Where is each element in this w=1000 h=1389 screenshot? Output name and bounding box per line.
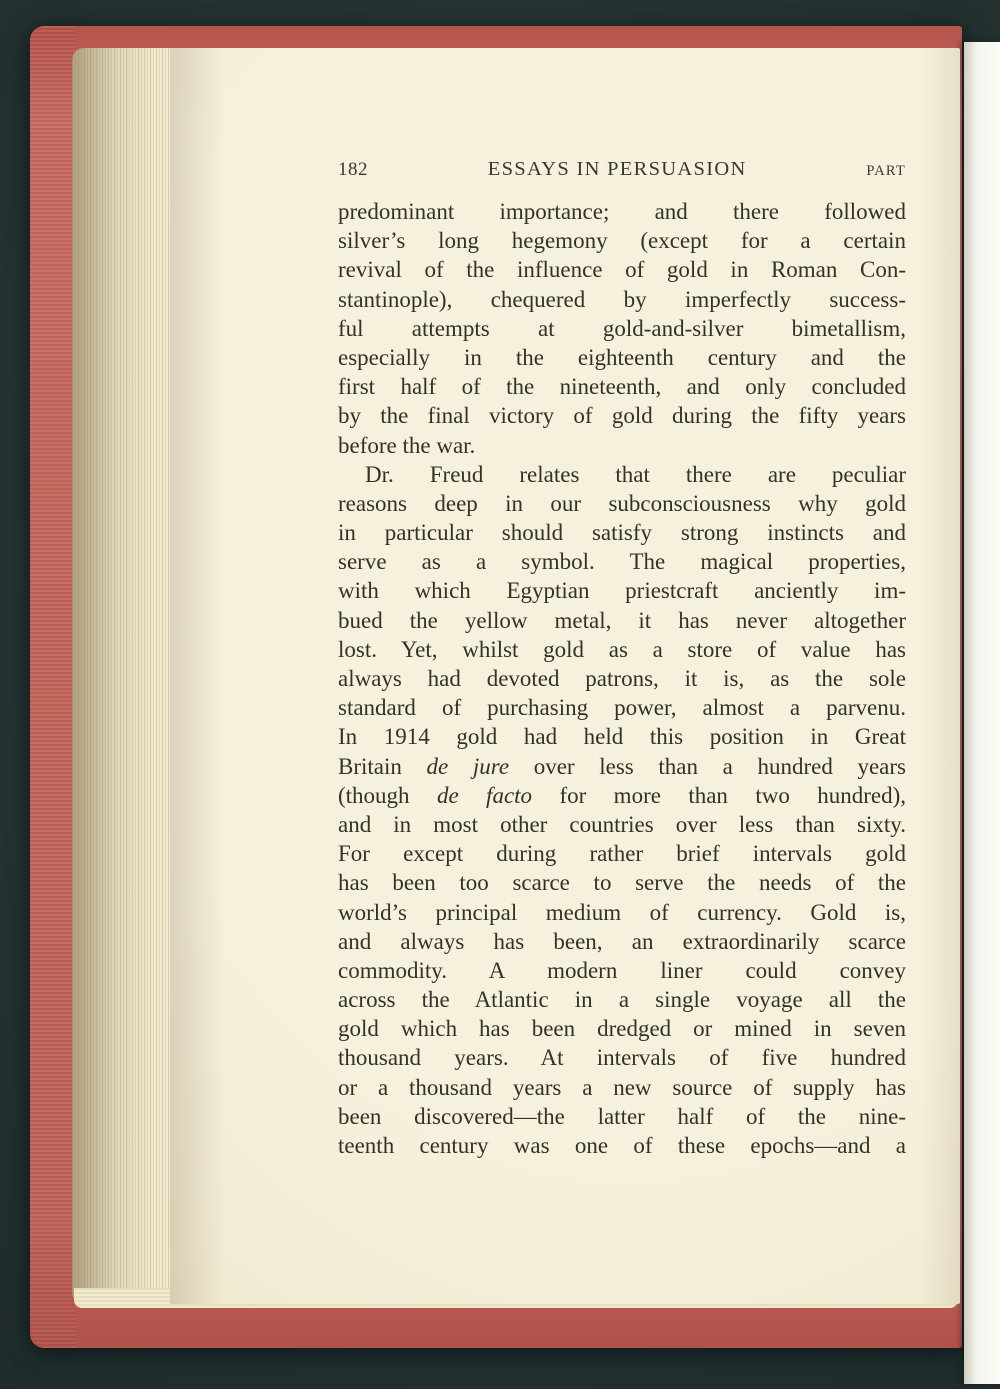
text-line xyxy=(338,606,906,635)
text-line xyxy=(338,518,906,547)
text-line xyxy=(338,314,906,343)
text-segment: world’s principal medium of currency. Gold is, xyxy=(338,899,906,925)
text-line xyxy=(338,226,906,255)
text-line xyxy=(338,197,906,226)
text-segment: (though xyxy=(338,782,437,808)
text-line xyxy=(338,722,906,751)
text-line xyxy=(338,898,906,927)
text-line xyxy=(338,431,906,460)
text-segment: with which Egyptian priestcraft anciently im- xyxy=(338,578,906,604)
page-text-block xyxy=(338,158,906,1160)
page-fan-edges xyxy=(72,48,174,1304)
text-segment: serve as a symbol. The magical properties, xyxy=(338,549,906,575)
text-line xyxy=(338,255,906,284)
text-segment: always had devoted patrons, it is, as the sole xyxy=(338,666,906,691)
book-page xyxy=(170,48,960,1304)
text-line xyxy=(338,752,906,781)
text-segment: or a thousand years a new source of supply has xyxy=(338,1074,906,1100)
text-line xyxy=(338,985,906,1014)
text-line xyxy=(338,956,906,985)
text-line xyxy=(338,401,906,430)
text-segment: commodity. A modern liner could convey xyxy=(338,957,906,983)
text-line xyxy=(338,285,906,314)
text-segment: across the Atlantic in a single voyage all the xyxy=(338,987,906,1013)
text-segment: standard of purchasing power, almost a parvenu. xyxy=(338,695,906,721)
text-segment: Britain xyxy=(338,753,427,779)
text-line xyxy=(338,810,906,839)
body-text xyxy=(338,197,906,1160)
text-segment: been discovered—the latter half of the nine- xyxy=(338,1103,906,1129)
text-segment: reasons deep in our subconsciousness why gold xyxy=(338,490,906,516)
text-segment: predominant importance; and there followed xyxy=(338,199,906,224)
text-segment: thousand years. At intervals of five hundred xyxy=(338,1045,906,1071)
text-line xyxy=(338,839,906,868)
text-line xyxy=(338,1043,906,1072)
text-segment: especially in the eighteenth century and the xyxy=(338,344,906,370)
text-segment: has been too scarce to serve the needs of the xyxy=(338,870,906,896)
running-title: ESSAYS IN PERSUASION xyxy=(487,158,747,180)
text-segment: In 1914 gold had held this position in Great xyxy=(338,724,906,750)
text-segment: teenth century was one of these epochs—and a xyxy=(338,1133,906,1158)
text-segment: over less than a hundred years xyxy=(509,753,906,779)
text-line xyxy=(338,1073,906,1102)
text-line xyxy=(338,693,906,722)
text-line xyxy=(338,372,906,401)
text-segment: silver’s long hegemony (except for a certain xyxy=(338,228,906,254)
text-line xyxy=(338,781,906,810)
text-segment: For except during rather brief intervals gold xyxy=(338,841,906,867)
part-label: PART xyxy=(866,163,906,179)
text-segment: for more than two hundred), xyxy=(532,782,906,808)
page-number: 182 xyxy=(338,159,368,180)
running-header xyxy=(338,158,906,181)
facing-page-fore-edge xyxy=(964,42,1000,1384)
text-line xyxy=(338,664,906,693)
text-line xyxy=(338,1102,906,1131)
text-segment: Dr. Freud relates that there are peculiar xyxy=(365,461,906,487)
text-segment: before the war. xyxy=(338,432,476,458)
text-segment: stantinople), chequered by imperfectly success- xyxy=(338,286,906,312)
text-line xyxy=(338,489,906,518)
text-segment: revival of the influence of gold in Roman Con- xyxy=(338,257,906,283)
text-line xyxy=(338,1014,906,1043)
text-line xyxy=(338,343,906,372)
text-line xyxy=(338,460,906,489)
text-segment: by the final victory of gold during the fifty years xyxy=(338,403,906,429)
text-line xyxy=(338,576,906,605)
text-segment: and in most other countries over less than sixty. xyxy=(338,811,906,837)
text-segment: and always has been, an extraordinarily scarce xyxy=(338,928,906,954)
text-segment: lost. Yet, whilst gold as a store of value has xyxy=(338,636,906,662)
text-line xyxy=(338,1131,906,1160)
italic-text: de jure xyxy=(426,753,510,779)
text-segment: first half of the nineteenth, and only concluded xyxy=(338,374,906,400)
text-segment: bued the yellow metal, it has never altogether xyxy=(338,607,906,633)
italic-text: de facto xyxy=(436,782,533,808)
text-segment: in particular should satisfy strong instincts and xyxy=(338,520,906,546)
text-segment: ful attempts at gold-and-silver bimetallism, xyxy=(338,315,906,341)
text-line xyxy=(338,635,906,664)
text-line xyxy=(338,547,906,576)
text-line xyxy=(338,927,906,956)
text-line xyxy=(338,868,906,897)
text-segment: gold which has been dredged or mined in seven xyxy=(338,1016,906,1042)
